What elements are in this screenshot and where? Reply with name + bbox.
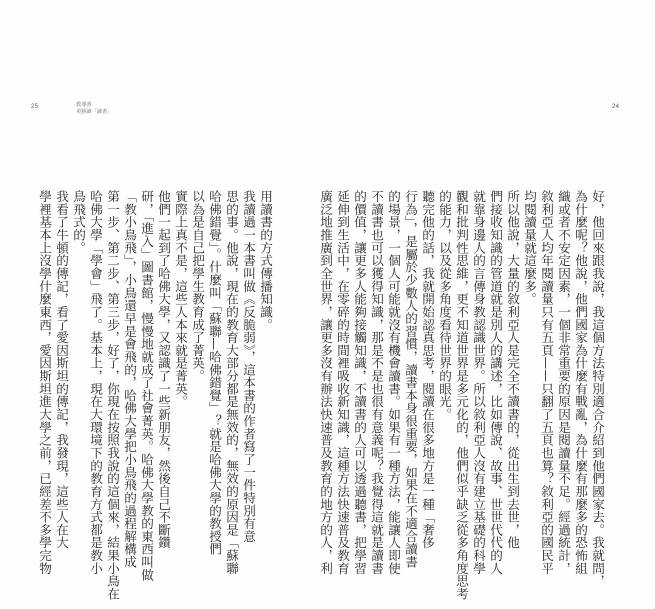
text-column: 第一步、第二步、第三步，好了，你現在按照我說的這個來，結果小鳥在 — [105, 190, 120, 601]
text-column: 哈佛錯覺」。什麼叫「蘇聯—哈佛錯覺」？就是哈佛大學的教授們 — [207, 190, 222, 556]
text-column: 的場景，一個人可能就沒有機會讀書。如果有一種方法，能讓人即使 — [386, 190, 401, 575]
text-column: 「教小鳥飛」，小鳥還早是會飛的，哈佛大學把小鳥飛的過程解構成 — [122, 190, 137, 569]
text-column: 研，「進入」圖書館，慢慢地就成了社會菁英。哈佛大學教的東西叫做 — [139, 190, 154, 582]
text-column: 敘利亞人均年閱讀量只有五頁——只翻了五頁也算？敘利亞的國民平 — [539, 190, 554, 575]
text-column: 所以他說，大量的敘利亞人是完全不讀書的，從出生到去世，他 — [505, 190, 520, 549]
text-column: 聽完他的話，我就開始認真思考，閱讀在很多地方是一種「奢侈 — [420, 190, 435, 549]
right-page-number: 24 — [612, 104, 620, 110]
text-column: 就靠身邊人的言傳身教認識世界。所以敘利亞人沒有建立基礎的科學 — [471, 190, 486, 575]
text-column: 的能力，以及從多角度看待世界的眼光。 — [437, 190, 452, 421]
text-column: 的價值，讓更多人能夠接觸知識，不讀書的人可以透過聽書，把學習 — [352, 190, 367, 575]
text-column: 不讀書也可以獲得知識，那是不是也很有意義呢？我覺得這就是讀書 — [369, 190, 384, 575]
text-column: 哈佛大學「學會」飛了。基本上，現在大環境下的教育方式都是教小 — [88, 190, 103, 575]
text-column: 以為是自己把學生教育成了菁英。 — [190, 190, 205, 383]
text-column: 行為」，是屬於少數人的習慣，讀書本身很重要，如果在不適合讀書 — [403, 190, 418, 569]
text-column: 均閱讀量就這麼多。 — [522, 190, 537, 306]
left-page-number: 25 — [31, 104, 39, 110]
text-column: 學裡基本上沒學什麼東西，愛因斯坦進大學之前，已經差不多學完物 — [37, 190, 52, 575]
text-column: 為什麼呢？他說，他們國家為什麼有戰亂，為什麼有那麼多的恐怖組 — [573, 190, 588, 575]
text-column: 我看了牛頓的傳記，看了愛因斯坦的傳記，我發現，這些人在大 — [54, 190, 69, 549]
text-column: 延伸到生活中，在零碎的時間裡吸收新知識，這種方法快速普及教育 — [335, 190, 350, 575]
text-column: 鳥飛式的。 — [71, 190, 86, 255]
text-column: 思的事。他說，現在的教育大部分都是無效的，無效的原因是「蘇聯 — [224, 190, 239, 575]
running-header-line1: 教導書 — [76, 102, 92, 108]
text-column: 織或者不安定因素，一個非常重要的原因是閱讀量不足。經過統計， — [556, 190, 571, 575]
text-column: 好，他回來跟我說，我這個方法特別適合介紹到他們國家去。我就問， — [590, 190, 605, 588]
running-header-line2: 更勝讀「讀書」 — [76, 109, 113, 115]
text-column: 觀和批判性思維，更不知道世界是多元化的，他們似乎缺乏從多角度思考 — [454, 190, 469, 601]
running-header — [76, 102, 112, 116]
text-column: 實際上真不是，這些人本來就是菁英。 — [173, 190, 188, 408]
text-column: 我讀過一本書叫做《反脆弱》，這本書的作者寫了一件特別有意 — [241, 190, 256, 543]
text-column: 他們一起到了哈佛大學，又認識了一些新朋友，然後自己不斷鑽 — [156, 190, 171, 549]
text-column: 用讀書的方式傳播知識。 — [258, 190, 273, 332]
text-column: 們接收知識的管道就是別人的講述，比如傳說、故事、世世代代的人 — [488, 190, 503, 575]
text-column: 廣泛地推廣到全世界，讓更多沒有辦法快速普及教育的地方的人，利 — [318, 190, 333, 575]
